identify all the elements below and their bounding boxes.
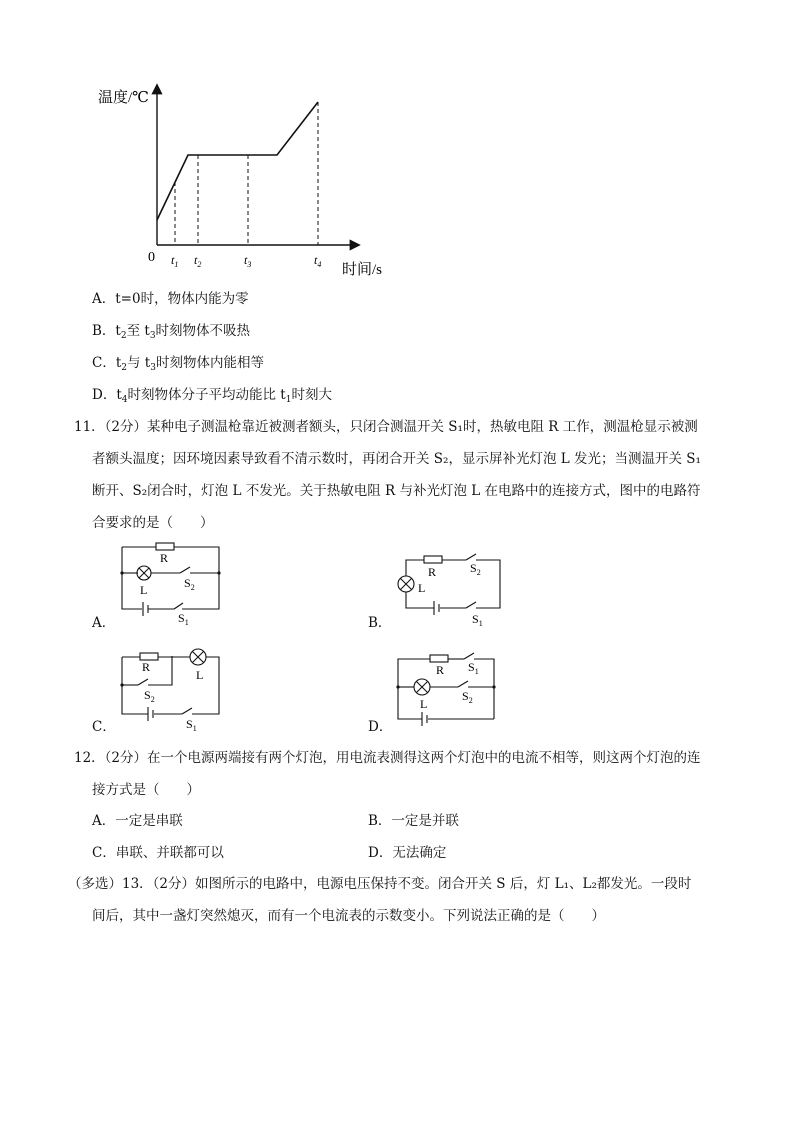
q12-line-1: 12．（2分）在一个电源两端接有两个灯泡，用电流表测得这两个灯泡中的电流不相等，则这两个灯泡的连 [74,750,701,766]
temperature-time-graph [90,78,400,278]
label-s1: $S_1$ [178,611,189,627]
q12-option-a: A．一定是串联 [92,813,183,829]
label-l: L [418,581,426,595]
label-s2: $S_2$ [184,576,195,592]
label-r: R [160,551,169,565]
tick-t3: $t_3$ [244,253,252,269]
label-s1: $S_1$ [472,612,483,628]
temperature-curve [157,102,318,220]
q11-choice-b: B． [368,615,392,631]
q10-option-d: D．$t_4$时刻物体分子平均动能比 $t_1$时刻大 [92,387,332,405]
circuit-a [116,540,226,630]
q11-choice-d: D． [368,719,393,735]
y-axis-label: 温度/℃ [98,90,149,106]
label-r: R [428,565,437,579]
q12-option-d: D．无法确定 [368,845,447,861]
label-s2: $S_2$ [462,689,473,705]
q12-option-b: B．一定是并联 [368,813,459,829]
q12-line-2: 接方式是（ ） [92,782,200,798]
label-s2: $S_2$ [144,688,155,704]
q11-line-1: 11．（2分）某种电子测温枪靠近被测者额头，只闭合测温开关 S₁时，热敏电阻 R 工作，测温枪显示被测 [74,419,698,435]
q11-line-2: 者额头温度；因环境因素导致看不清示数时，再闭合开关 S₂，显示屏补光灯泡 L 发光；当测温开关 S₁ [92,451,701,467]
q12-option-c: C．串联、并联都可以 [92,845,224,861]
label-l: L [196,668,204,682]
tick-t1: $t_1$ [171,253,179,269]
q13-line-2: 间后，其中一盏灯突然熄灭，而有一个电流表的示数变小。下列说法正确的是（ ） [92,908,605,924]
q13-line-1: （多选）13．（2分）如图所示的电路中，电源电压保持不变。闭合开关 S 后，灯 L₁、L₂都发光。一段时 [68,876,692,892]
q11-choice-a: A． [92,615,116,631]
q11-line-4: 合要求的是（ ） [92,515,214,531]
label-r: R [142,660,151,674]
tick-t4: $t_4$ [314,253,322,269]
q11-choice-c: C． [92,719,116,735]
x-axis-label: 时间/s [342,262,383,278]
origin-label: 0 [148,250,155,265]
label-s2: $S_2$ [470,561,481,577]
circuit-c [116,643,226,733]
label-s1: $S_1$ [186,717,197,733]
q11-line-3: 断开、S₂闭合时，灯泡 L 不发光。关于热敏电阻 R 与补光灯泡 L 在电路中的连接方式，图中的电路符 [92,483,701,499]
tick-t2: $t_2$ [194,253,202,269]
q10-option-c: C．$t_2$与 $t_3$时刻物体内能相等 [92,355,264,373]
label-l: L [140,583,148,597]
label-l: L [420,697,428,711]
label-r: R [436,663,445,677]
label-s1: $S_1$ [468,660,479,676]
circuit-b [390,548,510,630]
circuit-d [390,645,510,733]
q10-option-b: B．$t_2$至 $t_3$时刻物体不吸热 [92,323,251,341]
q10-option-a: A．t=0时，物体内能为零 [92,291,249,307]
